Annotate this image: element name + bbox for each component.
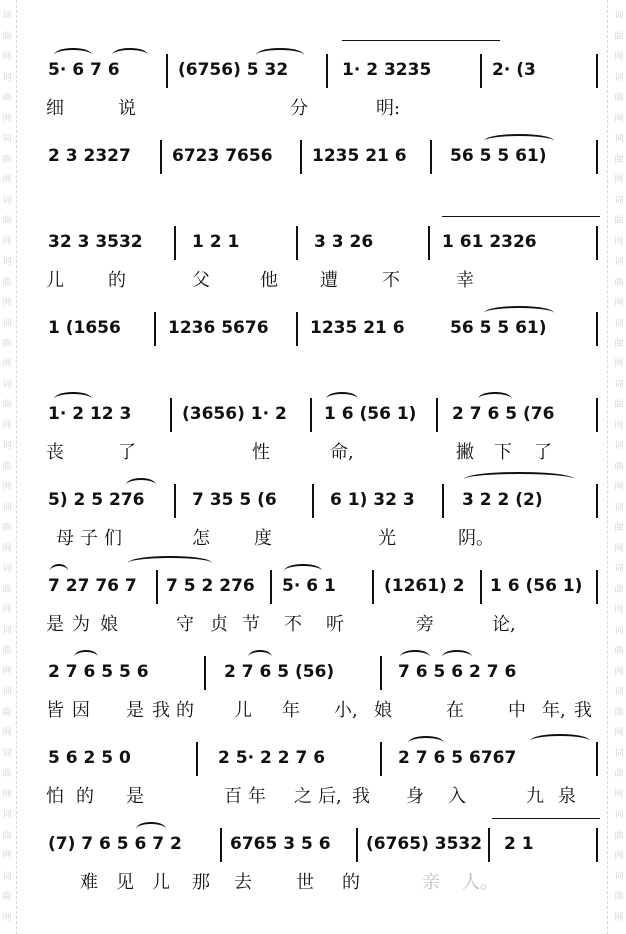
barline — [154, 312, 156, 346]
watermark-char: 曲 — [614, 93, 624, 104]
measure: 32 3 3532 — [48, 232, 143, 252]
notation-line — [44, 232, 604, 258]
lyric-char: 儿 — [234, 700, 252, 721]
score-row — [44, 384, 604, 470]
slur — [408, 736, 444, 750]
lyrics-line — [44, 94, 604, 118]
barline — [596, 54, 598, 88]
lyric-char: 皆 — [46, 700, 64, 721]
watermark-char: 网 — [2, 728, 12, 739]
watermark-char: 网 — [614, 543, 624, 554]
measure: (6765) 3532 — [366, 834, 483, 854]
measure: 2 7 6 5 5 6 — [48, 662, 149, 682]
watermark-char: 网 — [614, 605, 624, 616]
barline — [356, 828, 358, 862]
barline — [372, 570, 374, 604]
watermark-char: 词 — [2, 748, 12, 759]
lyric-char: 命, — [330, 442, 354, 463]
lyric-char: 儿 — [152, 872, 170, 893]
watermark-char: 网 — [614, 175, 624, 186]
watermark-char: 网 — [614, 113, 624, 124]
slur — [442, 650, 472, 664]
score-row — [44, 814, 604, 900]
watermark-char: 曲 — [2, 707, 12, 718]
watermark-char: 词 — [614, 441, 624, 452]
slur — [284, 564, 322, 578]
watermark-char: 曲 — [2, 216, 12, 227]
lyric-char: 的 — [76, 786, 94, 807]
watermark-char: 网 — [2, 605, 12, 616]
watermark-char: 网 — [614, 298, 624, 309]
measure: 1· 2 12 3 — [48, 404, 132, 424]
barline — [430, 140, 432, 174]
lyrics-line — [44, 868, 604, 892]
slur — [74, 650, 98, 664]
measure: 1 2 1 — [192, 232, 240, 252]
barline — [442, 484, 444, 518]
measure: 1 (1656 — [48, 318, 121, 338]
lyric-char: 怎 — [192, 528, 210, 549]
measure: 2· (3 — [492, 60, 536, 80]
barline — [300, 140, 302, 174]
watermark-char: 词 — [2, 871, 12, 882]
watermark-char: 曲 — [2, 830, 12, 841]
lyric-char: 了 — [534, 442, 552, 463]
barline — [312, 484, 314, 518]
lyric-char: 见 — [116, 872, 134, 893]
watermark-char: 曲 — [2, 523, 12, 534]
score-row — [44, 556, 604, 642]
barline — [204, 656, 206, 690]
watermark-char: 网 — [2, 789, 12, 800]
lyric-char: 不 — [382, 270, 400, 291]
lyric-char: 是 — [46, 614, 64, 635]
watermark-char: 网 — [2, 420, 12, 431]
barline — [596, 742, 598, 776]
lyric-char: 下 — [494, 442, 512, 463]
watermark-char: 曲 — [614, 769, 624, 780]
lyric-char: 泉 — [558, 786, 576, 807]
lyric-char: 的 — [108, 270, 126, 291]
barline — [596, 312, 598, 346]
lyric-char: 娘 — [100, 614, 118, 635]
watermark-char: 曲 — [614, 338, 624, 349]
watermark-char: 网 — [614, 420, 624, 431]
watermark-char: 网 — [614, 482, 624, 493]
lyric-char: 去 — [234, 872, 252, 893]
lyric-char: 年 — [282, 700, 300, 721]
barline — [296, 226, 298, 260]
measure: 56 5 5 61) — [450, 318, 547, 338]
lyrics-line — [44, 610, 604, 634]
lyric-char: 听 — [326, 614, 344, 635]
barline — [196, 742, 198, 776]
lyrics-line — [44, 352, 604, 376]
lyric-char: 为 — [72, 614, 90, 635]
watermark-char: 网 — [614, 851, 624, 862]
notation-line — [44, 490, 604, 516]
measure: 3 3 26 — [314, 232, 374, 252]
watermark-char: 网 — [2, 359, 12, 370]
lyric-char: 百 — [224, 786, 242, 807]
slur — [112, 48, 148, 62]
watermark-char: 曲 — [614, 584, 624, 595]
measure: (3656) 1· 2 — [182, 404, 287, 424]
measure: 7 6 5 6 2 7 6 — [398, 662, 517, 682]
barline — [380, 742, 382, 776]
watermark-char: 曲 — [2, 400, 12, 411]
watermark-char: 词 — [2, 11, 12, 22]
barline — [270, 570, 272, 604]
lyrics-line — [44, 782, 604, 806]
lyric-char: 贞 — [210, 614, 228, 635]
watermark-char: 曲 — [2, 277, 12, 288]
watermark-char: 词 — [614, 379, 624, 390]
watermark-char: 词 — [614, 687, 624, 698]
lyric-char: 守 — [176, 614, 194, 635]
measure: 5) 2 5 276 — [48, 490, 145, 510]
slur — [128, 556, 212, 570]
lyric-char: 丧 — [46, 442, 64, 463]
measure: 3 2 2 (2) — [462, 490, 543, 510]
measure: 2 7 6 5 (56) — [224, 662, 335, 682]
watermark-char: 网 — [614, 666, 624, 677]
notation-line — [44, 318, 604, 344]
barline — [156, 570, 158, 604]
watermark-separator-right — [607, 0, 608, 934]
measure: 1· 2 3235 — [342, 60, 432, 80]
watermark-char: 曲 — [2, 154, 12, 165]
watermark-char: 曲 — [2, 338, 12, 349]
watermark-char: 曲 — [614, 154, 624, 165]
measure: 6765 3 5 6 — [230, 834, 331, 854]
slur — [136, 822, 166, 836]
watermark-char: 曲 — [2, 93, 12, 104]
lyric-char: 因 — [72, 700, 90, 721]
notation-line — [44, 60, 604, 86]
watermark-char: 曲 — [2, 584, 12, 595]
slur — [400, 650, 430, 664]
lyric-char: 儿 — [46, 270, 64, 291]
slur — [248, 650, 272, 664]
lyric-char: 身 — [406, 786, 424, 807]
measure: 7 5 2 276 — [166, 576, 255, 596]
measure: 2 7 6 5 (76 — [452, 404, 555, 424]
score-row — [44, 728, 604, 814]
lyric-char: 亲 — [422, 872, 440, 893]
watermark-char: 网 — [2, 912, 12, 923]
lyric-char: 他 — [260, 270, 278, 291]
lyric-char: 母 — [56, 528, 74, 549]
barline — [436, 398, 438, 432]
lyric-char: 中 — [508, 700, 526, 721]
barline — [166, 54, 168, 88]
watermark-char: 网 — [614, 789, 624, 800]
slur — [478, 392, 512, 406]
slur — [326, 392, 358, 406]
watermark-char: 词 — [614, 625, 624, 636]
watermark-char: 词 — [2, 379, 12, 390]
lyric-char: 们 — [104, 528, 122, 549]
lyric-char: 旁 — [416, 614, 434, 635]
lyrics-line — [44, 180, 604, 204]
lyrics-line — [44, 438, 604, 462]
watermark-char: 曲 — [614, 646, 624, 657]
barline — [596, 484, 598, 518]
lyric-char: 年, — [542, 700, 566, 721]
watermark-char: 词 — [2, 687, 12, 698]
score-row — [44, 40, 604, 126]
barline — [174, 484, 176, 518]
lyric-char: 我 — [152, 700, 170, 721]
watermark-char: 词 — [614, 134, 624, 145]
barline — [480, 570, 482, 604]
measure: 7 27 76 7 — [48, 576, 137, 596]
watermark-char: 网 — [614, 912, 624, 923]
lyric-char: 的 — [176, 700, 194, 721]
measure: 56 5 5 61) — [450, 146, 547, 166]
watermark-column-right — [612, 0, 626, 934]
watermark-char: 词 — [614, 318, 624, 329]
measure: (1261) 2 — [384, 576, 465, 596]
measure: (6756) 5 32 — [178, 60, 289, 80]
barline — [480, 54, 482, 88]
measure: 2 3 2327 — [48, 146, 131, 166]
barline — [174, 226, 176, 260]
lyric-char: 九 — [526, 786, 544, 807]
measure: 5· 6 1 — [282, 576, 336, 596]
measure: 2 7 6 5 6767 — [398, 748, 517, 768]
lyric-char: 性 — [252, 442, 270, 463]
lyric-char: 我 — [574, 700, 592, 721]
barline — [326, 54, 328, 88]
watermark-char: 网 — [614, 236, 624, 247]
measure: 1235 21 6 — [310, 318, 405, 338]
lyric-char: 明: — [376, 98, 401, 119]
watermark-char: 词 — [2, 625, 12, 636]
measure: 5 6 2 5 0 — [48, 748, 131, 768]
watermark-char: 网 — [2, 851, 12, 862]
slur — [484, 134, 554, 148]
watermark-char: 曲 — [614, 707, 624, 718]
lyric-char: 遭 — [320, 270, 338, 291]
lyric-char: 不 — [284, 614, 302, 635]
watermark-separator-left — [16, 0, 17, 934]
lyric-char: 娘 — [374, 700, 392, 721]
phrase-bracket — [442, 216, 600, 217]
watermark-char: 曲 — [614, 461, 624, 472]
watermark-char: 曲 — [614, 277, 624, 288]
score-row — [44, 126, 604, 212]
watermark-char: 曲 — [614, 31, 624, 42]
slur — [54, 392, 92, 406]
phrase-bracket — [342, 40, 500, 41]
barline — [160, 140, 162, 174]
lyric-char: 小, — [334, 700, 358, 721]
lyric-char: 父 — [192, 270, 210, 291]
notation-line — [44, 834, 604, 860]
slur — [530, 734, 590, 748]
measure: 1235 21 6 — [312, 146, 407, 166]
watermark-char: 曲 — [614, 830, 624, 841]
watermark-char: 网 — [2, 113, 12, 124]
barline — [296, 312, 298, 346]
slur — [484, 306, 554, 320]
watermark-char: 网 — [614, 728, 624, 739]
watermark-char: 词 — [614, 11, 624, 22]
watermark-char: 词 — [614, 502, 624, 513]
lyric-char: 后, — [318, 786, 342, 807]
watermark-char: 词 — [614, 72, 624, 83]
measure: 6723 7656 — [172, 146, 273, 166]
jianpu-score — [44, 40, 604, 900]
measure: 6 1) 32 3 — [330, 490, 415, 510]
lyric-char: 年 — [248, 786, 266, 807]
slur — [256, 48, 304, 62]
lyric-char: 细 — [46, 98, 64, 119]
barline — [488, 828, 490, 862]
measure: 7 35 5 (6 — [192, 490, 277, 510]
measure: 1 6 (56 1) — [324, 404, 417, 424]
watermark-char: 网 — [2, 482, 12, 493]
lyrics-line — [44, 266, 604, 290]
slur — [464, 472, 574, 486]
lyrics-line — [44, 524, 604, 548]
lyric-char: 度 — [254, 528, 272, 549]
watermark-char: 词 — [614, 810, 624, 821]
score-row — [44, 470, 604, 556]
watermark-char: 曲 — [2, 892, 12, 903]
lyric-char: 入 — [448, 786, 466, 807]
slur — [50, 564, 68, 578]
measure: 5· 6 7 6 — [48, 60, 120, 80]
lyric-char: 节 — [242, 614, 260, 635]
slur — [54, 48, 92, 62]
measure: 1236 5676 — [168, 318, 269, 338]
watermark-char: 网 — [614, 359, 624, 370]
lyric-char: 在 — [446, 700, 464, 721]
lyric-char: 了 — [118, 442, 136, 463]
phrase-bracket — [492, 818, 600, 819]
score-row — [44, 212, 604, 298]
barline — [310, 398, 312, 432]
lyric-char: 论, — [492, 614, 516, 635]
watermark-char: 曲 — [614, 892, 624, 903]
lyric-char: 我 — [352, 786, 370, 807]
watermark-char: 网 — [2, 175, 12, 186]
measure: 1 61 2326 — [442, 232, 537, 252]
lyric-char: 是 — [126, 700, 144, 721]
lyric-char: 难 — [80, 872, 98, 893]
watermark-char: 词 — [614, 564, 624, 575]
lyric-char: 那 — [192, 872, 210, 893]
lyric-char: 是 — [126, 786, 144, 807]
notation-line — [44, 662, 604, 688]
watermark-char: 词 — [2, 502, 12, 513]
lyric-char: 分 — [290, 98, 308, 119]
watermark-char: 词 — [614, 871, 624, 882]
watermark-char: 词 — [2, 195, 12, 206]
score-row — [44, 298, 604, 384]
watermark-char: 网 — [2, 52, 12, 63]
lyric-char: 光 — [378, 528, 396, 549]
lyric-char: 阴。 — [458, 528, 494, 549]
measure: 2 5· 2 2 7 6 — [218, 748, 326, 768]
watermark-char: 词 — [2, 257, 12, 268]
watermark-char: 词 — [2, 72, 12, 83]
lyric-char: 的 — [342, 872, 360, 893]
lyric-char: 怕 — [46, 786, 64, 807]
watermark-char: 词 — [2, 318, 12, 329]
watermark-char: 网 — [2, 298, 12, 309]
watermark-char: 网 — [2, 236, 12, 247]
watermark-char: 曲 — [614, 400, 624, 411]
notation-line — [44, 146, 604, 172]
notation-line — [44, 576, 604, 602]
watermark-char: 词 — [614, 748, 624, 759]
notation-line — [44, 404, 604, 430]
watermark-char: 曲 — [2, 769, 12, 780]
lyric-char: 世 — [296, 872, 314, 893]
barline — [596, 828, 598, 862]
watermark-char: 词 — [2, 441, 12, 452]
watermark-char: 曲 — [2, 31, 12, 42]
lyric-char: 撇 — [456, 442, 474, 463]
measure: 2 1 — [504, 834, 534, 854]
watermark-char: 词 — [2, 564, 12, 575]
barline — [428, 226, 430, 260]
barline — [596, 398, 598, 432]
watermark-char: 曲 — [614, 216, 624, 227]
watermark-char: 网 — [2, 543, 12, 554]
watermark-char: 词 — [614, 257, 624, 268]
measure: 1 6 (56 1) — [490, 576, 583, 596]
watermark-column-left — [0, 0, 14, 934]
barline — [220, 828, 222, 862]
slur — [126, 478, 156, 492]
lyric-char: 人。 — [462, 872, 498, 893]
lyric-char: 说 — [118, 98, 136, 119]
barline — [380, 656, 382, 690]
watermark-char: 词 — [614, 195, 624, 206]
watermark-char: 曲 — [614, 523, 624, 534]
lyrics-line — [44, 696, 604, 720]
watermark-char: 词 — [2, 134, 12, 145]
lyric-char: 幸 — [456, 270, 474, 291]
lyric-char: 子 — [80, 528, 98, 549]
watermark-char: 词 — [2, 810, 12, 821]
score-row — [44, 642, 604, 728]
lyric-char: 之 — [294, 786, 312, 807]
barline — [170, 398, 172, 432]
measure: (7) 7 6 5 6 7 2 — [48, 834, 182, 854]
barline — [596, 140, 598, 174]
barline — [596, 570, 598, 604]
watermark-char: 曲 — [2, 646, 12, 657]
watermark-char: 网 — [614, 52, 624, 63]
notation-line — [44, 748, 604, 774]
barline — [596, 226, 598, 260]
watermark-char: 曲 — [2, 461, 12, 472]
watermark-char: 网 — [2, 666, 12, 677]
